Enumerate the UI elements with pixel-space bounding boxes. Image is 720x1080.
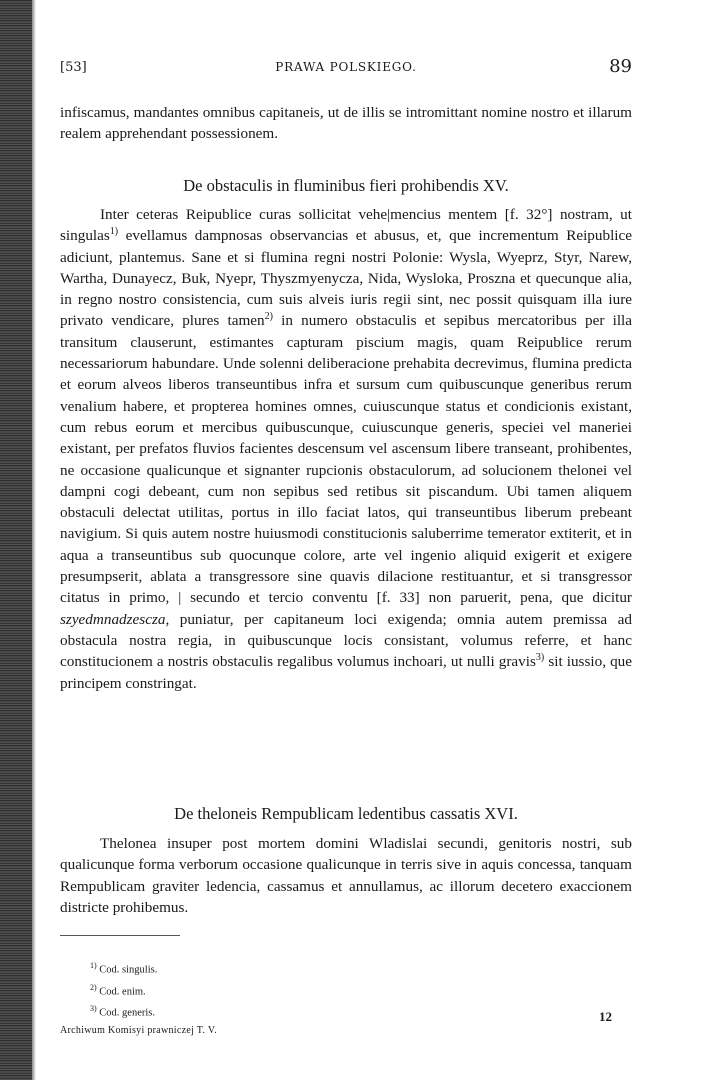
text-segment: evellamus dampnosas observancias et abusus, et, que incrementum Reipublice adiciunt, plantemus. Sane et si flumina regni nostri Polonie: Wysla, Wyeprz, Styr, Narew, Wartha, Dunayecz, Buk, Nyepr, Thyszmyenycza, Nida, Wysloka, Proszna et quecunque alia, in regno nostro consistencia, cum suis alveis iuris regii sint, nec possit quisquam illa iure privato vendicare, plures tamen (60, 227, 632, 330)
continuation-paragraph: infiscamus, mandantes omnibus capitaneis, ut de illis se intromittant nomine nostro et illarum realem apprehendant possessionem. (60, 104, 632, 143)
spaced-term: szyedmnadzescza (60, 610, 166, 628)
archive-footer: Archiwum Komisyi prawniczej T. V. (60, 1024, 217, 1036)
text-segment: , puniatur, per capitaneum loci exigenda; omnia autem premissa ad obstacula nostra regia, in quibuscunque locis consistant, volumus referre, et hanc constitucionem a nostris obstaculis regalibus volumus inchoari, ut nulli gravis (60, 610, 632, 671)
footnote-ref: 3) (535, 652, 545, 664)
book-binding-edge (0, 0, 32, 1080)
footnotes (60, 957, 632, 1039)
folio-marker: [f. 32°] (504, 206, 553, 223)
section-heading-xv: De obstaculis in fluminibus fieri prohibendis XV. (183, 176, 509, 195)
text-segment: sit iussio, que principem constringat. (60, 653, 633, 692)
section-xv-paragraph (60, 204, 632, 694)
text-segment: non paruerit, pena, que dicitur (428, 589, 632, 607)
section-number: [53] (60, 60, 87, 75)
running-title: PRAWA POLSKIEGO. (275, 60, 417, 74)
running-header (60, 56, 632, 80)
text-segment: in numero obstaculis et sepibus mercatoribus per illa transitum clauserunt, estimantes capturam piscium magis, quam Reipublice rerum necessariorum habundare. Unde solenni deliberacione prehabita decrevimus, flumina predicta et eorum alveos liberos transeuntibus infra et sursum cum quibuscunque generibus rerum venalium habere, et propterea homines omnes, cuiuscunque status et condicionis existant, cum rebus eorum et mercibus quibuscunque, cuiuscunque generis, speciei vel maneriei existant, per prefatos fluvios facientes descensum vel ascensum libere transeant, prohibentes, ne occasione qualicunque et signanter rupcionis obstaculorum, ad solucionem thelonei vel dampni cogi debeant, cum non sepibus sed retibus sit piscandum. Ubi tamen aliquem obstaculi delectat utilitas, portus in illo faciat latos, qui transeuntibus liberum prebeant navigium. Si quis autem nostre huiusmodi constitucionis saluberrime temerator extiterit, et in aqua a transeuntibus sub quocunque colore, arte vel ingenio aliquid exigerit et exigere presumpserit, ablata a transgressore sine quavis dilacione restituantur, et si transgressor citatus in primo, | secundo et tercio conventu (60, 312, 633, 607)
section-heading-xvi: De theloneis Rempublicam ledentibus cassatis XVI. (174, 804, 518, 823)
footnote: $^{2)}$ Cod. enim. (90, 982, 146, 997)
printer-signature: 12 (599, 1009, 612, 1024)
text-segment: Inter ceteras Reipublice curas sollicitat vehe|mencius mentem (100, 206, 498, 223)
text-segment: nostram, ut singulas (60, 206, 632, 245)
footnote-divider (60, 935, 180, 936)
footnote: $^{3)}$ Cod. generis. (90, 1004, 155, 1019)
folio-marker: [f. 33] (376, 589, 420, 607)
footnote-ref: 2) (264, 311, 273, 323)
page-number: 89 (609, 56, 632, 77)
footnote-ref: 1) (109, 226, 119, 238)
section-xvi-paragraph: Thelonea insuper post mortem domini Wladislai secundi, genitoris nostri, sub qualicunque forma verborum occasione qualicunque in terris sive in aquis concessa, tanquam Rempublicam graviter ledencia, cassamus et annullamus, ac illorum decetero exaccionem districte prohibemus. (60, 835, 632, 916)
footnote: $^{1)}$ Cod. singulis. (90, 961, 158, 976)
